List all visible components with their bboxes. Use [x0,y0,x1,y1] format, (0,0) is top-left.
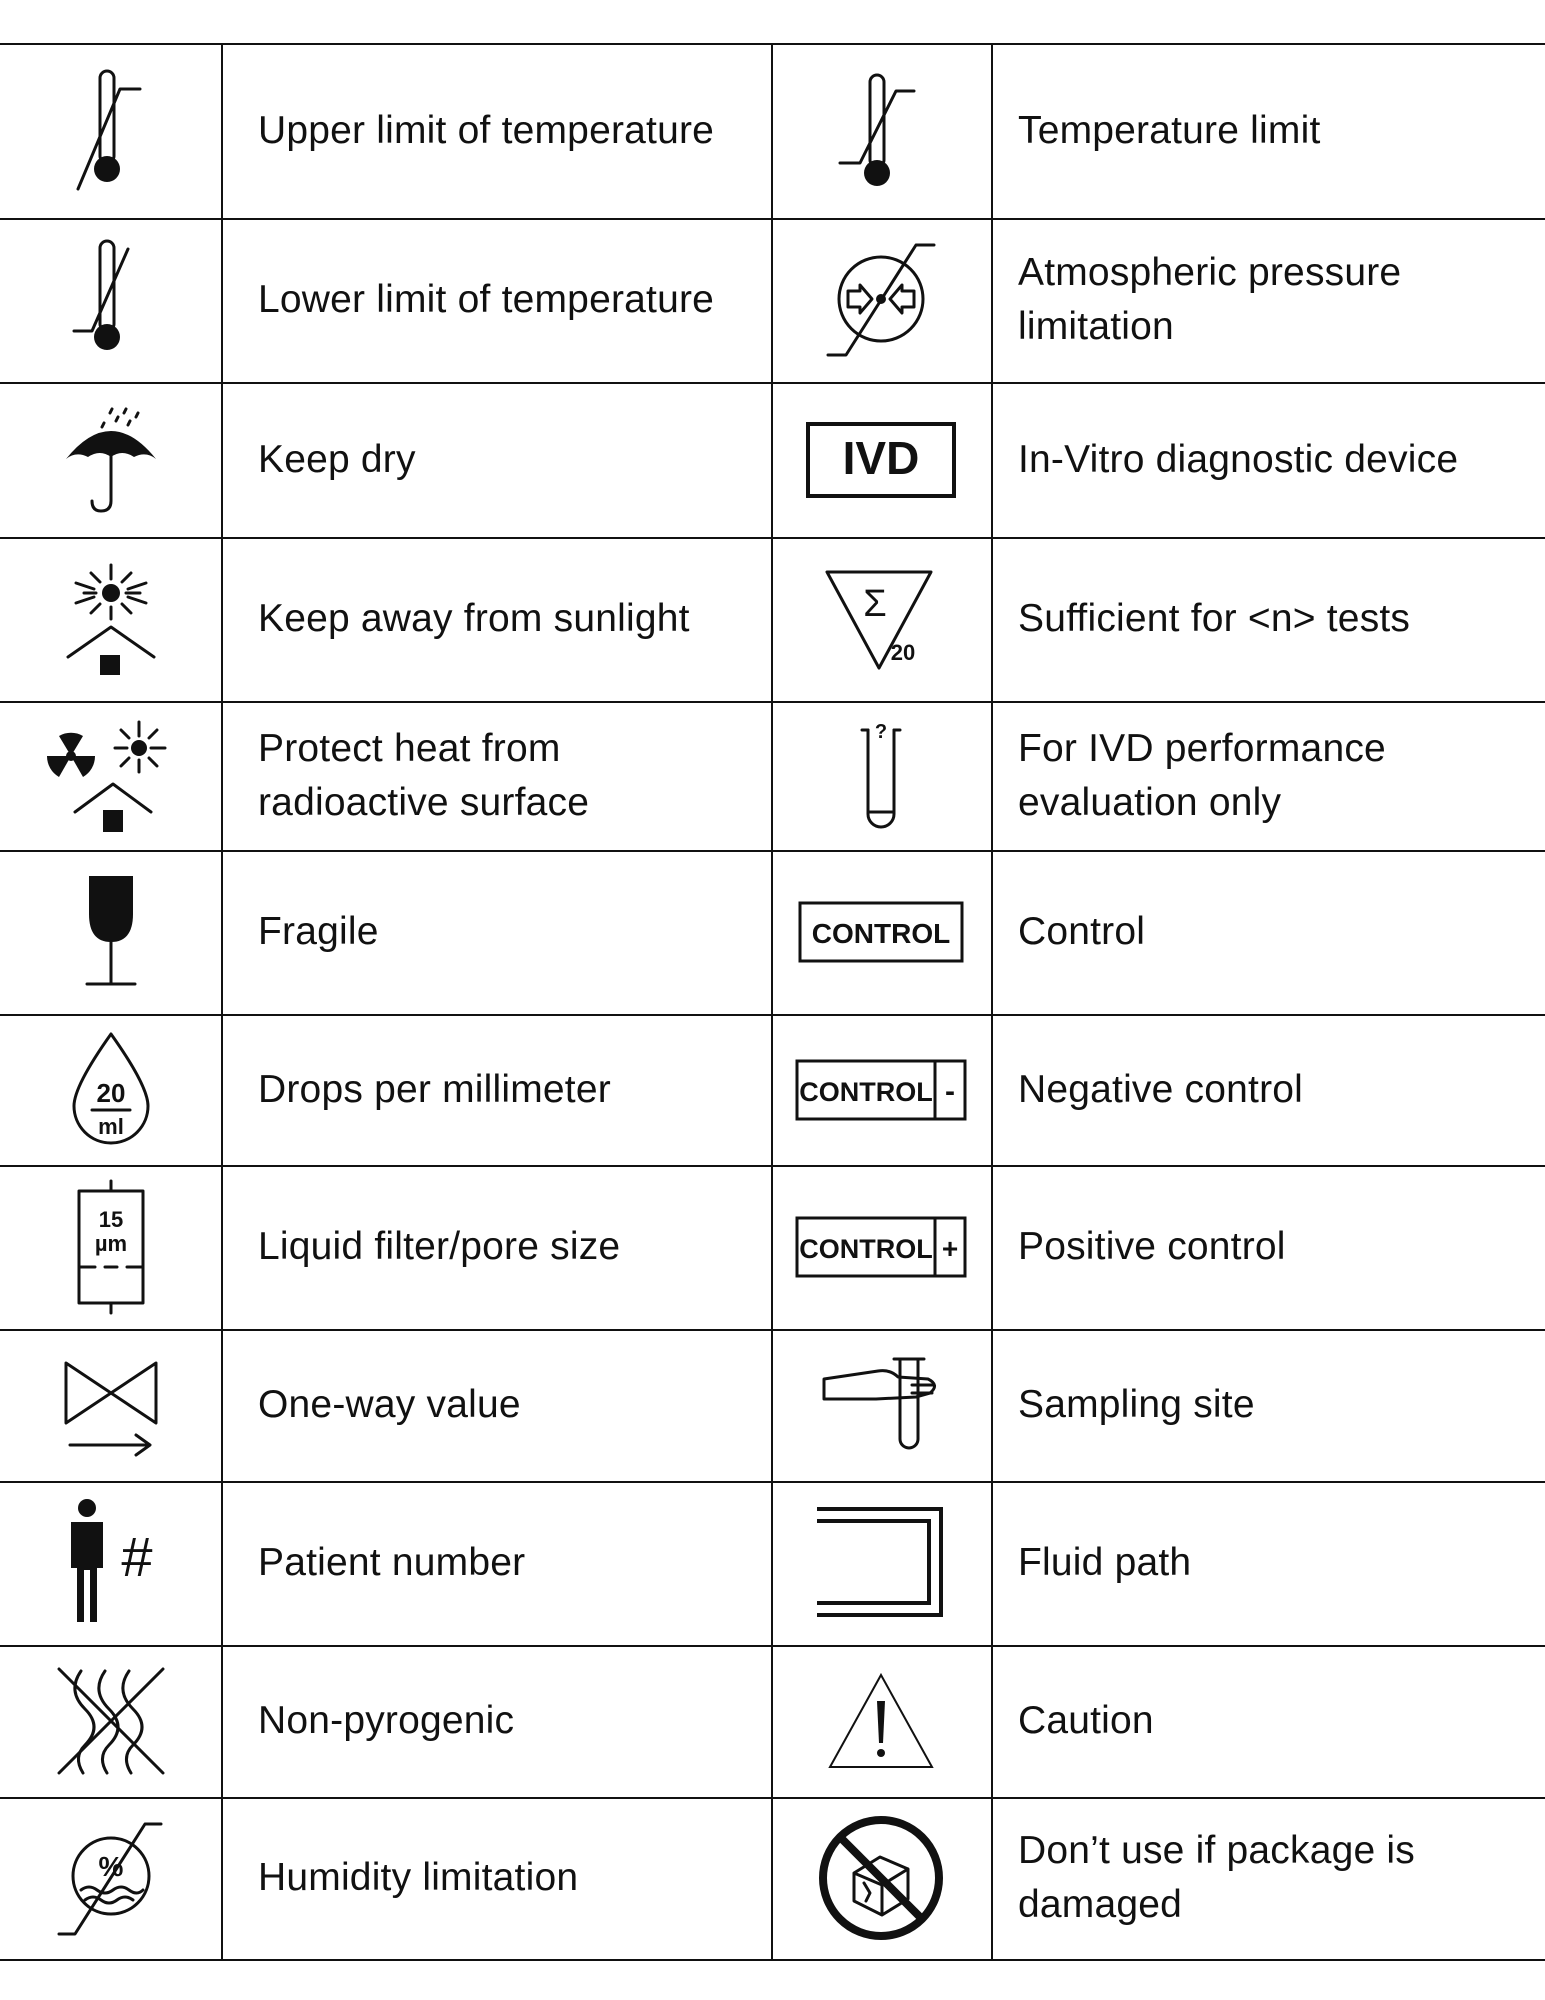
icon-cell [0,1481,221,1645]
table-row [0,537,1545,701]
sigma-triangle-icon [821,564,941,674]
symbol-label: Protect heat from radioactive surface [258,726,590,824]
damaged-package-icon [816,1813,946,1943]
table-row [0,382,1545,537]
sun-house-icon [46,559,176,679]
symbol-label: Liquid filter/pore size [258,1225,621,1268]
symbol-label: Sampling site [1018,1383,1255,1426]
table-row [0,1014,1545,1165]
icon-cell [0,850,221,1014]
hash-text: # [120,1525,153,1588]
question-text: ? [874,720,888,743]
icon-cell [0,1014,221,1165]
symbol-label: Lower limit of temperature [258,278,715,321]
valve-icon [56,1355,166,1455]
symbol-label: One-way value [258,1383,521,1426]
icon-cell [771,382,991,537]
drop-icon [66,1030,156,1150]
table-row [0,701,1545,850]
icon-cell [771,1329,991,1481]
symbol-label: Upper limit of temperature [258,108,715,152]
control-plus-icon [795,1216,967,1278]
control-box-icon [798,901,964,963]
warning-triangle-icon [826,1671,936,1771]
symbol-label: In-Vitro diagnostic device [1018,437,1459,481]
icon-cell [771,1645,991,1797]
icon-cell [771,43,991,218]
symbol-label: For IVD performance evaluation only [1018,726,1386,824]
icon-cell [0,1165,221,1329]
symbol-label: Sufficient for <n> tests [1018,597,1411,640]
icon-cell [771,1481,991,1645]
icon-cell [771,701,991,850]
control-text: CONTROL [811,918,951,949]
plus-text: + [941,1233,959,1264]
icon-cell [771,218,991,382]
patient-icon [51,1498,171,1628]
symbol-label: Humidity limitation [258,1856,579,1899]
icon-cell [771,850,991,1014]
icon-cell [0,1797,221,1959]
drops-number-text: 20 [96,1077,125,1108]
symbol-label: Keep dry [258,437,416,481]
symbol-label: Keep away from sunlight [258,597,690,640]
icon-cell [0,537,221,701]
thermometer-lower-icon [56,235,166,365]
symbol-label: Positive control [1018,1225,1286,1268]
icon-cell [0,43,221,218]
control-minus-icon [795,1059,967,1121]
filter-number-text: 15 [98,1207,123,1232]
fluid-path-icon [811,1503,951,1623]
radiation-sun-house-icon [41,716,181,836]
symbol-label: Fragile [258,910,379,953]
thermometer-limit-icon [826,61,936,201]
ivd-box-icon [806,422,956,498]
symbol-table [0,43,1545,1961]
minus-text: - [945,1074,955,1108]
icon-cell [771,537,991,701]
symbol-label: Don’t use if package is damaged [1018,1829,1415,1926]
humidity-icon [51,1816,171,1940]
symbol-label: Temperature limit [1018,108,1321,152]
icon-cell [771,1014,991,1165]
ivd-text: IVD [842,431,920,484]
filter-icon [71,1177,151,1317]
table-row [0,850,1545,1014]
table-row [0,1481,1545,1645]
control-text: CONTROL [799,1076,933,1107]
icon-cell [0,218,221,382]
table-row [0,43,1545,218]
test-tube-question-icon [846,716,916,836]
table-row [0,1645,1545,1797]
icon-cell [0,1329,221,1481]
control-text: CONTROL [799,1234,933,1264]
percent-text: % [98,1851,123,1882]
symbol-label: Non-pyrogenic [258,1699,515,1742]
wine-glass-icon [71,872,151,992]
table-row [0,1797,1545,1959]
table-row [0,218,1545,382]
symbol-label: Patient number [258,1541,526,1584]
hand-tube-icon [816,1355,946,1455]
table-row [0,1329,1545,1481]
symbol-label: Caution [1018,1699,1154,1742]
symbol-label: Control [1018,910,1146,953]
icon-cell [0,382,221,537]
drops-unit-text: ml [97,1113,124,1139]
sigma-count-text: 20 [890,640,916,665]
symbol-label: Drops per millimeter [258,1067,611,1111]
umbrella-icon [56,405,166,515]
table-row [0,1165,1545,1329]
symbol-label: Fluid path [1018,1541,1192,1584]
pressure-icon [816,235,946,365]
sigma-text: Σ [863,583,887,625]
non-pyrogenic-icon [51,1661,171,1781]
symbol-label: Negative control [1018,1067,1304,1111]
icon-cell [771,1797,991,1959]
icon-cell [0,701,221,850]
thermometer-upper-icon [56,61,166,201]
symbol-label: Atmospheric pressure limitation [1018,251,1402,348]
filter-unit-text: µm [94,1231,127,1256]
icon-cell [771,1165,991,1329]
icon-cell [0,1645,221,1797]
